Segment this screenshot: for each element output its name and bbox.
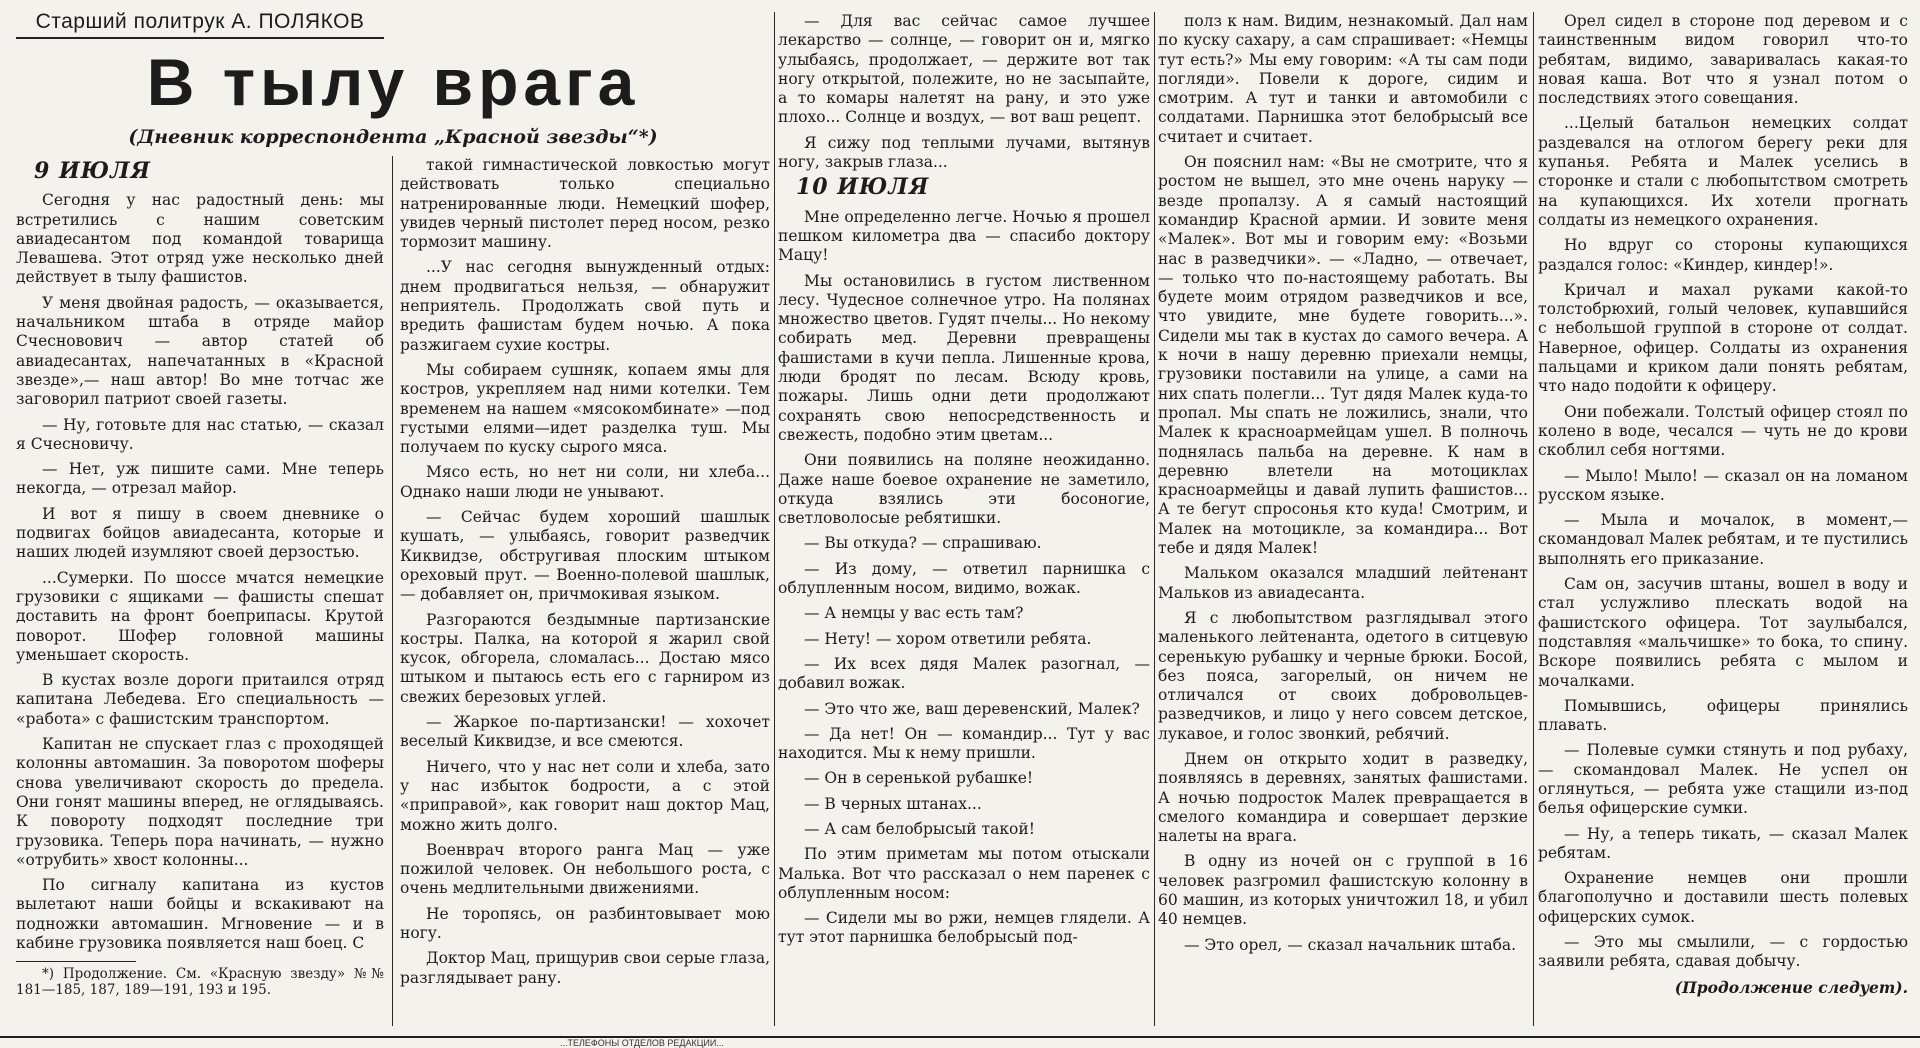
column-4-paragraphs — [1158, 12, 1528, 955]
footnote-rule — [16, 961, 136, 962]
paragraph: Разгораются бездымные партизанские костры. Палка, на которой я жарил свой кусок, обгорела, сломалась... Достаю мясо штыком и пытаюсь есть его с гарниром из свежих березовых углей. — [400, 610, 770, 706]
paragraph: Ничего, что у нас нет соли и хлеба, зато у нас избыток бодрости, а с этой «приправой», как говорит наш доктор Мац, можно жить долго. — [400, 757, 770, 834]
date-heading-1: 9 ИЮЛЯ — [34, 158, 151, 184]
paragraph: — Сидели мы во ржи, немцев глядели. А тут этот парнишка белобрысый под- — [778, 909, 1150, 947]
paragraph: — Полевые сумки стянуть и под рубаху, — скомандовал Малек. Не успел он оглянуться, — ребята уже стащили из-под белья офицерские сумки. — [1538, 741, 1908, 818]
column-1-body — [16, 156, 384, 1004]
paragraph: — Да нет! Он — командир... Тут у вас находится. Мы к нему пришли. — [778, 724, 1150, 763]
paragraph: — Сейчас будем хороший шашлык кушать, — улыбаясь, говорит разведчик Киквидзе, обстругивая плоским штыком ореховый прут. — Военно-полевой шашлык, — добавляет он, причмокивая языком. — [400, 508, 770, 604]
byline: Старший политрук А. ПОЛЯКОВ — [35, 10, 365, 33]
paragraph: ...Целый батальон немецких солдат раздевался на отлогом берегу реки для купанья. Ребята и Малек уселись в сторонке и стали с любопытством смотреть на купающихся. Их хотели прогнать солдаты из немецкого охранения. — [1538, 114, 1908, 229]
paragraph: Мы собираем сушняк, копаем ямы для костров, укрепляем над ними котелки. Тем временем на нашем «мясокомбинате» —под густыми елями—идет разделка туш. Мы получаем по куску сырого мяса. — [400, 360, 770, 457]
paragraph: Доктор Мац, прищурив свои серые глаза, разглядывает рану. — [400, 949, 770, 987]
paragraph: — Ну, а теперь тикать, — сказал Малек ребятам. — [1538, 824, 1908, 862]
paragraph: Он пояснил нам: «Вы не смотрите, что я ростом не вышел, это мне очень наруку — везде пропалзу. А я самый настоящий командир Красной армии. И зовите меня «Малек». Вот мы и говорим ему: «Возьми нас в разведчики». — «Ладно, — отвечает, — только что по-настоящему работать. Вы будете моим отрядом разведчиков и все, что увидите, мне будете говорить...». Сидели мы так в кустах до самого вечера. А к ночи в нашу деревню приехали немцы, грузовики поставили на улице, а сами на них спать полегли... Тут дядя Малек куда-то пропал. Мы спать не ложились, знали, что Малек к красноармейцам ушел. В полночь поднялась пальба на деревне. К нам в деревню влетели на мотоциклах красноармейцы и давай лупить фашистов... А те бегут спросонья кто куда! Смотрим, и Малек на мотоцикле, за командира... Вот тебе и дядя Малек! — [1158, 153, 1528, 558]
paragraph: Не торопясь, он разбинтовывает мою ногу. — [400, 904, 770, 942]
paragraph: — А сам белобрысый такой! — [804, 819, 1035, 838]
paragraph: Но вдруг со стороны купающихся раздался голос: «Киндер, киндер!». — [1538, 236, 1908, 274]
paragraph: — Мыло! Мыло! — сказал он на ломаном русском языке. — [1538, 466, 1908, 504]
paragraph: — Мыла и мочалок, в момент,—скомандовал Малек ребятам, и те пустились выполнять его приказание. — [1538, 511, 1908, 568]
paragraph: Я с любопытством разглядывал этого маленького лейтенанта, одетого в ситцевую серенькую рубашку и черные брюки. Босой, без пояса, загорелый, он ничем не отличался от своих добровольцев-разведчиков, и лицо у него совсем детское, лукавое, и голос звонкий, ребячий. — [1158, 608, 1528, 743]
column-2-paragraphs — [400, 156, 770, 988]
paragraph: Мне определенно легче. Ночью я прошел пешком километра два — спасибо доктору Мацу! — [778, 207, 1150, 265]
column-4 — [1158, 12, 1528, 961]
paragraph: Орел сидел в стороне под деревом и с таинственным видом говорил что-то ребятам, видимо, заваривалась какая-то новая каша. Вот что я узнал потом о последствиях этого совещания. — [1538, 12, 1908, 108]
paragraph: И вот я пишу в своем дневнике о подвигах бойцов авиадесанта, которые и наших людей изумляют своей дерзостью. — [16, 504, 384, 562]
byline-rule — [16, 37, 384, 39]
paragraph: Военврач второго ранга Мац — уже пожилой человек. Он небольшого роста, с очень медлительными движениями. — [400, 840, 770, 898]
column-rule — [392, 156, 393, 1026]
paragraph: — Вы откуда? — спрашиваю. — [804, 534, 1042, 553]
paragraph: полз к нам. Видим, незнакомый. Дал нам по куску сахару, а сам спрашивает: «Немцы тут есть?» Мы ему говорим: «А ты сам поди погляди». Повели к дороге, сидим и смотрим. А тут и танки и автомобили с солдатами. Парнишка этот белобрысый все считает и считает. — [1158, 12, 1528, 146]
paragraph: По сигналу капитана из кустов вылетают наши бойцы и вскакивают на подножки автомашин. Мгновение — и в кабине грузовика появляется наш боец. С — [16, 876, 384, 952]
column-3-paragraphs — [778, 208, 1150, 948]
column-3-top-paragraphs — [778, 12, 1150, 172]
date-heading-2: 10 ИЮЛЯ — [796, 174, 930, 201]
paragraph: — Это орел, — сказал начальник штаба. — [1184, 935, 1517, 954]
paragraph: ...У нас сегодня вынужденный отдых: днем продвигаться нельзя, — обнаружит неприятель. Продолжать свой путь и вредить фашистам будем ночью. А пока разжигаем сухие костры. — [400, 258, 770, 354]
paragraph: — Нет, уж пишите сами. Мне теперь некогда, — отрезал майор. — [16, 460, 384, 498]
paragraph: Капитан не спускает глаз с проходящей колонны автомашин. За поворотом шоферы снова увеличивают скорость до предела. Они гонят машины вперед, не оглядываясь. К повороту подходят последние три грузовика. Теперь пора начинать, — нужно «отрубить» хвост колонны... — [16, 735, 384, 869]
paragraph: ...Сумерки. По шоссе мчатся немецкие грузовики с ящиками — фашисты спешат доставить на фронт боеприпасы. Крутой поворот. Шофер головной машины уменьшает скорость. — [16, 568, 384, 664]
paragraph: Кричал и махал руками какой-то толстобрюхий, голый человек, купавшийся с небольшой группой в стороне от солдат. Наверное, офицер. Солдаты из охранения пальцами и криком дали понять ребятам, что надо подойти к офицеру. — [1538, 280, 1908, 396]
paragraph: — Из дому, — ответил парнишка с облупленным носом, видимо, вожак. — [778, 559, 1150, 598]
paragraph: В кустах возле дороги притаился отряд капитана Лебедева. Его специальность — «работа» с фашистским транспортом. — [16, 671, 384, 728]
paragraph: Днем он открыто ходит в разведку, появляясь в деревнях, занятых фашистами. А ночью подросток Малек превращается в смелого командира и совершает дерзкие налеты на врага. — [1158, 749, 1528, 846]
headline-block — [16, 46, 770, 156]
paragraph: В одну из ночей он с группой в 16 человек разгромил фашистскую колонну в 60 машин, из которых уничтожил 18, и убил 40 немцев. — [1158, 852, 1528, 929]
paragraph: Помывшись, офицеры принялись плавать. — [1538, 696, 1908, 735]
column-1-paragraphs — [16, 191, 384, 953]
paragraph: — А немцы у вас есть там? — [804, 604, 1024, 623]
column-rule — [1154, 12, 1155, 1026]
paragraph: — Ну, готовьте для нас статью, — сказал я Счесновичу. — [16, 415, 384, 453]
paragraph: — Для вас сейчас самое лучшее лекарство — солнце, — говорит он и, мягко улыбаясь, продолжает, — держите вот так ногу открытой, полежите, но не засыпайте, а то комары налетят на рану, и это уже плохо... Солнце и воздух, — вот ваш рецепт. — [778, 12, 1150, 127]
paragraph: — Их всех дядя Малек разогнал, — добавил вожак. — [778, 654, 1150, 693]
continued-note: (Продолжение следует). — [1674, 977, 1908, 997]
paragraph: У меня двойная радость, — оказывается, начальником штаба в отряде майор Счесновович — автор статей об авиадесантах, напечатанных в «Красной звезде»,— наш автор! Во мне тотчас же заговорил патриот своей газеты. — [16, 293, 384, 409]
column-2 — [400, 156, 770, 994]
column-1 — [16, 12, 384, 45]
paragraph: Мальком оказался младший лейтенант Мальков из авиадесанта. — [1158, 564, 1528, 602]
paragraph: Мясо есть, но нет ни соли, ни хлеба... Однако наши люди не унывают. — [400, 463, 770, 501]
column-5-paragraphs — [1538, 12, 1908, 972]
paragraph: такой гимнастической ловкостью могут действовать только специально натренированные люди. Немецкий шофер, увидев черный пистолет перед носом, резко тормозит машину. — [400, 156, 770, 252]
paragraph: Мы остановились в густом лиственном лесу. Чудесное солнечное утро. На полянах множество цветов. Гудят пчелы... Но некому собирать мед. Деревни превращены фашистами в кучи пепла. Лишенные крова, люди бродят по лесам. Всюду кровь, пожары. Лишь одни дети продолжают сохранять свою непосредственность и свежесть, подобно этим цветам... — [778, 271, 1150, 444]
paragraph: Они появились на поляне неожиданно. Даже наше боевое охранение не заметило, откуда взялись эти босоногие, светловолосые ребятишки. — [778, 451, 1150, 528]
bottom-rule — [0, 1036, 1920, 1038]
column-rule — [1533, 12, 1534, 1026]
paragraph: — Это что же, ваш деревенский, Малек? — [804, 699, 1140, 718]
paragraph: — Он в серенькой рубашке! — [804, 769, 1034, 788]
article-subtitle: (Дневник корреспондента „Красной звезды“*) — [128, 126, 658, 148]
paragraph: — В черных штанах... — [804, 794, 982, 813]
paragraph: Охранение немцев они прошли благополучно и доставили шесть полевых офицерских сумок. — [1538, 869, 1908, 926]
article-title: В тылу врага — [146, 45, 640, 119]
paragraph: Они побежали. Толстый офицер стоял по колено в воде, чесался — чуть не до крови скоблил себя ногтями. — [1538, 402, 1908, 460]
paragraph: Сам он, засучив штаны, вошел в воду и стал услужливо плескать водой на фашистского офицера. Тот заулыбался, подставляя «мальчишке» то бока, то спину. Вскоре появились ребята с мылом и мочалками. — [1538, 575, 1908, 690]
paragraph: Я сижу под теплыми лучами, вытянув ногу, закрыв глаза... — [778, 133, 1150, 172]
bottom-strip: ...ТЕЛЕФОНЫ ОТДЕЛОВ РЕДАКЦИИ... — [560, 1038, 724, 1048]
paragraph: — Жаркое по-партизански! — хохочет веселый Киквидзе, и все смеются. — [400, 713, 770, 751]
paragraph: — Это мы смылили, — с гордостью заявили ребята, сдавая добычу. — [1538, 933, 1908, 971]
column-5 — [1538, 12, 1908, 997]
paragraph: Сегодня у нас радостный день: мы встретились с нашим советским авиадесантом под командой товарища Левашева. Этот отряд уже несколько дней действует в тылу фашистов. — [16, 191, 384, 287]
column-3 — [778, 12, 1150, 954]
column-rule — [774, 12, 775, 1026]
paragraph: По этим приметам мы потом отыскали Малька. Вот что рассказал о нем паренек с облупленным носом: — [778, 845, 1150, 902]
paragraph: — Нету! — хором ответили ребята. — [804, 629, 1092, 648]
footnote: *) Продолжение. См. «Красную звезду» №№ 181—185, 187, 189—191, 193 и 195. — [16, 966, 384, 999]
